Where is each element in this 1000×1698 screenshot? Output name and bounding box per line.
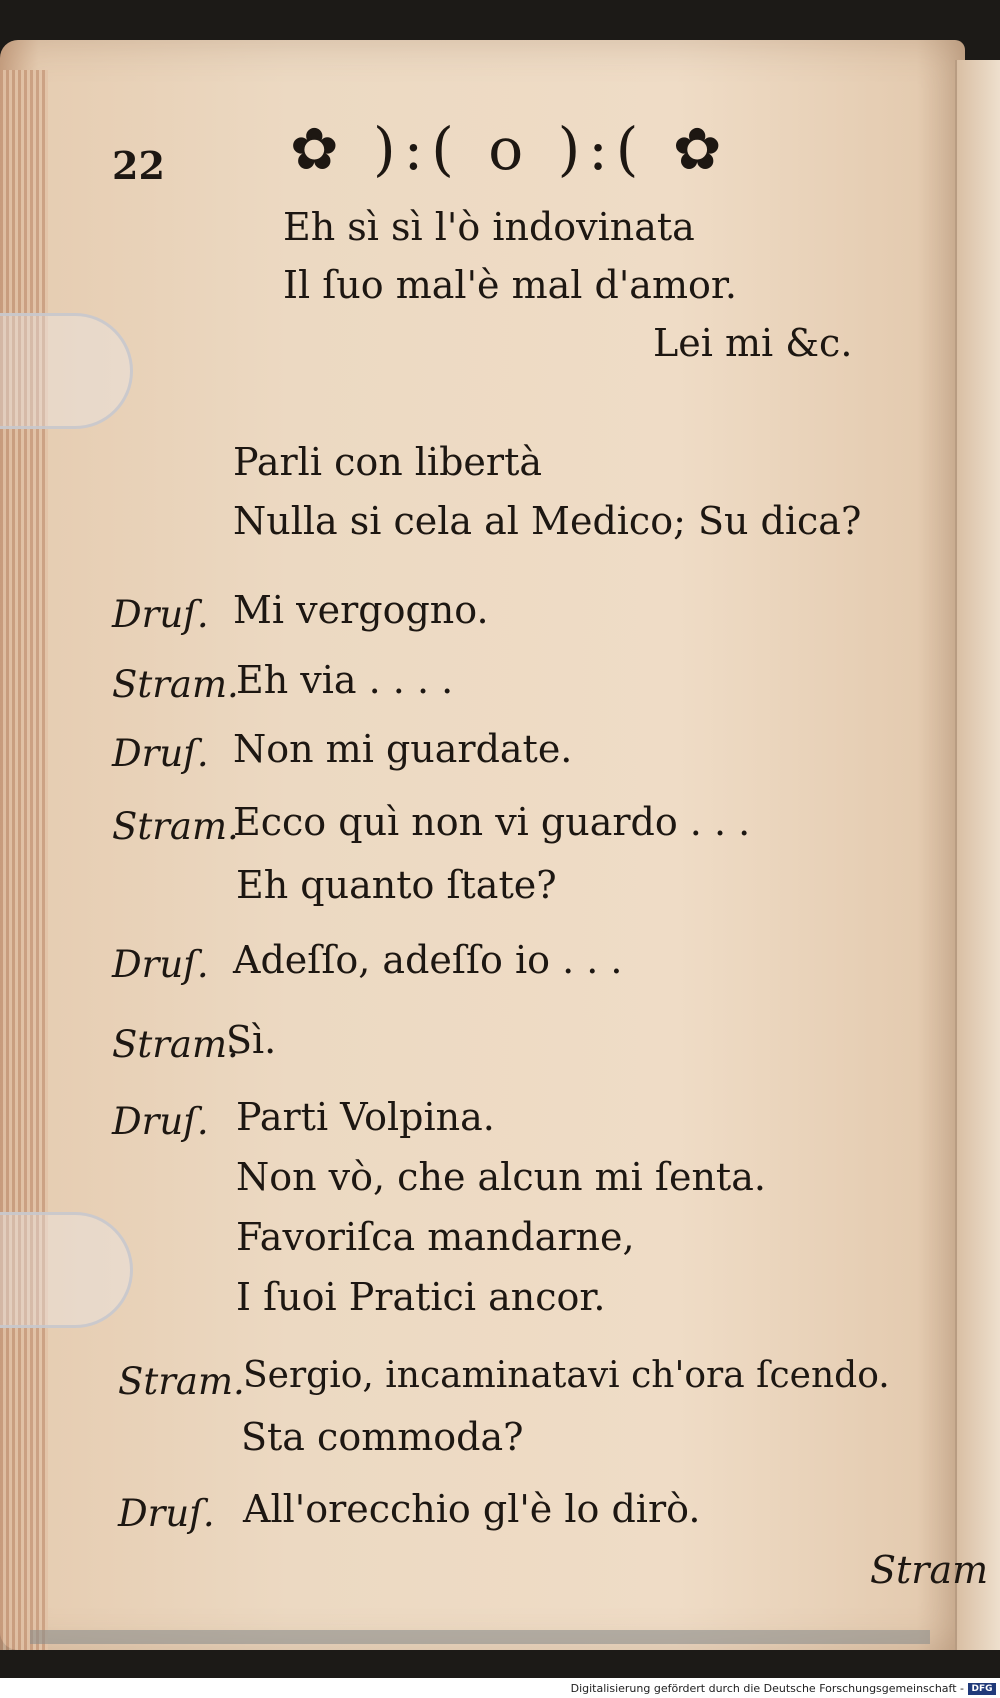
footer-bar xyxy=(0,1678,1000,1698)
text-line: Sta commoda? xyxy=(241,1415,524,1459)
text-line: Mi vergogno. xyxy=(233,588,489,632)
text-line: Eh sì sì l'ò indovinata xyxy=(283,205,695,249)
page-clip-top xyxy=(0,313,133,429)
text-line: All'orecchio gl'è lo dirò. xyxy=(243,1487,701,1531)
text-line: I ſuoi Pratici ancor. xyxy=(236,1275,606,1319)
speaker-label: Stram. xyxy=(118,1360,245,1403)
speaker-label: Stram. xyxy=(112,1023,239,1066)
page-edges xyxy=(0,70,48,1650)
text-line: Eh via . . . . xyxy=(236,658,454,702)
page-bottom-shadow xyxy=(30,1630,930,1644)
text-line: Ecco quì non vi guardo . . . xyxy=(233,800,751,844)
speaker-label: Druſ. xyxy=(112,732,209,775)
speaker-label: Stram. xyxy=(112,805,239,848)
text-line: Sì. xyxy=(226,1018,277,1062)
text-line: Nulla si cela al Medico; Su dica? xyxy=(233,499,862,543)
speaker-label: Druſ. xyxy=(112,593,209,636)
speaker-label: Druſ. xyxy=(112,1100,209,1143)
next-page-edge xyxy=(955,60,1000,1650)
text-line: Il ſuo mal'è mal d'amor. xyxy=(283,263,737,307)
text-line: Lei mi &c. xyxy=(653,321,853,365)
dfg-logo: DFG xyxy=(968,1683,996,1695)
text-line: Parli con libertà xyxy=(233,440,542,484)
text-line: Adeſſo, adeſſo io . . . xyxy=(233,938,623,982)
header-ornament: ✿ ):( o ):( ✿ xyxy=(290,115,730,183)
speaker-label: Stram. xyxy=(112,663,239,706)
text-line: Non vò, che alcun mi ſenta. xyxy=(236,1155,766,1199)
speaker-label: Druſ. xyxy=(118,1492,215,1535)
text-line: Non mi guardate. xyxy=(233,727,573,771)
text-line: Sergio, incaminatavi ch'ora ſcendo. xyxy=(243,1355,890,1396)
catchword: Stram xyxy=(870,1548,989,1592)
funding-credit: Digitalisierung gefördert durch die Deutsche Forschungsgemeinschaft - xyxy=(570,1682,964,1695)
speaker-label: Druſ. xyxy=(112,943,209,986)
page-number: 22 xyxy=(112,143,165,188)
text-line: Parti Volpina. xyxy=(236,1095,495,1139)
text-line: Favoriſca mandarne, xyxy=(236,1215,635,1259)
page-clip-bottom xyxy=(0,1212,133,1328)
text-line: Eh quanto ſtate? xyxy=(236,863,557,907)
